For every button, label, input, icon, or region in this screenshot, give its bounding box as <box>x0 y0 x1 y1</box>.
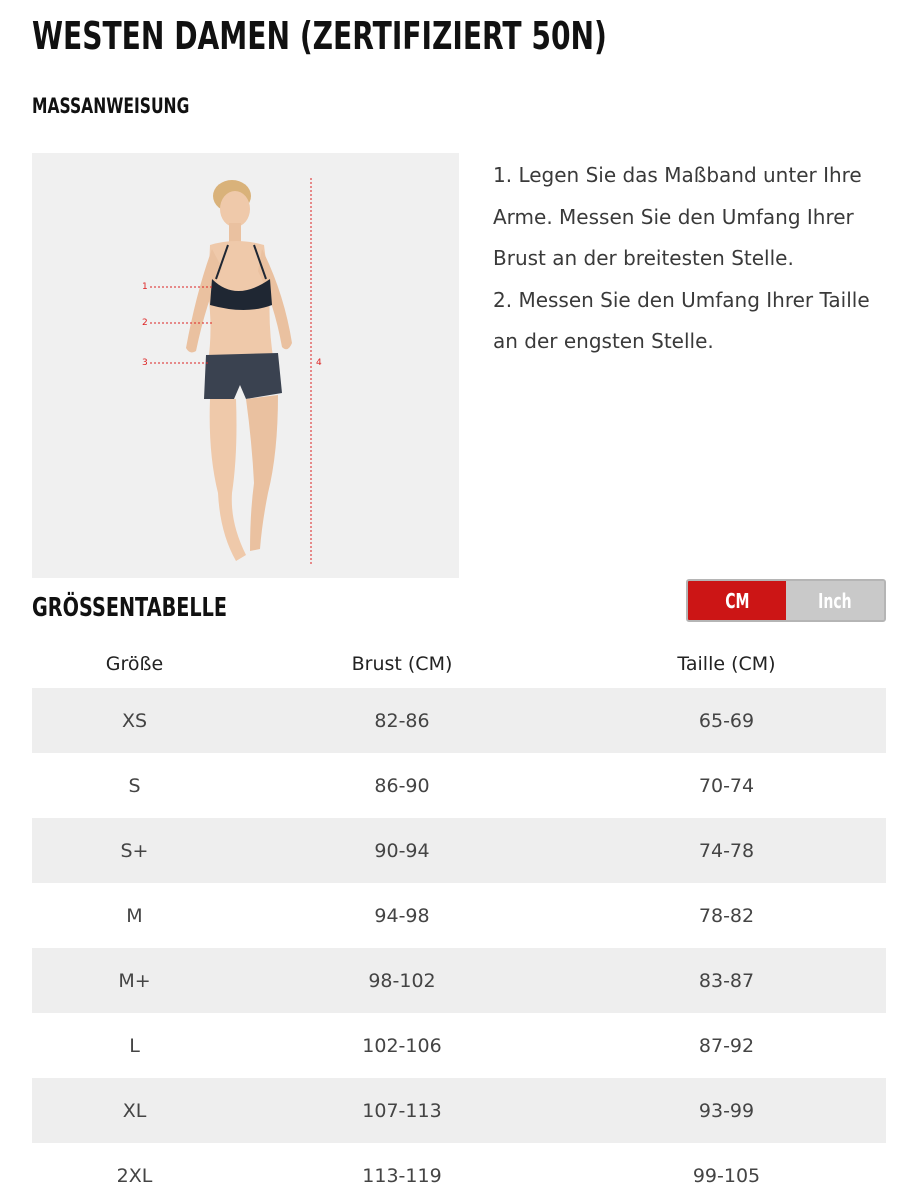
cell-waist: 83-87 <box>567 948 886 1013</box>
cell-waist: 99-105 <box>567 1143 886 1200</box>
unit-option-cm-label: CM <box>724 588 750 613</box>
cell-size: M <box>32 883 237 948</box>
table-row <box>32 1013 886 1078</box>
cell-chest: 98-102 <box>237 948 567 1013</box>
model-neck <box>229 223 241 243</box>
table-row <box>32 1143 886 1200</box>
table-row <box>32 818 886 883</box>
table-header-row <box>32 640 886 688</box>
cell-waist: 78-82 <box>567 883 886 948</box>
cell-chest: 90-94 <box>237 818 567 883</box>
cell-size: XL <box>32 1078 237 1143</box>
measurement-figure <box>32 153 459 578</box>
hip-marker: 3 <box>142 358 148 368</box>
model-head <box>220 191 250 227</box>
cell-waist: 70-74 <box>567 753 886 818</box>
cell-size: 2XL <box>32 1143 237 1200</box>
column-header-waist: Taille (CM) <box>677 653 776 675</box>
cell-chest: 102-106 <box>237 1013 567 1078</box>
unit-option-inch-label: Inch <box>818 588 852 613</box>
waist-marker: 2 <box>142 318 148 328</box>
cell-waist: 93-99 <box>567 1078 886 1143</box>
model-shorts <box>204 353 282 399</box>
cell-chest: 113-119 <box>237 1143 567 1200</box>
cell-waist: 65-69 <box>567 688 886 753</box>
cell-waist: 74-78 <box>567 818 886 883</box>
unit-toggle[interactable] <box>686 579 886 622</box>
size-table <box>32 640 886 1200</box>
cell-chest: 94-98 <box>237 883 567 948</box>
cell-size: L <box>32 1013 237 1078</box>
column-header-chest: Brust (CM) <box>351 653 453 675</box>
model-illustration <box>32 153 459 578</box>
cell-chest: 86-90 <box>237 753 567 818</box>
column-header-size: Größe <box>105 653 164 675</box>
table-row <box>32 1078 886 1143</box>
cell-size: S <box>32 753 237 818</box>
unit-option-inch[interactable] <box>786 581 884 620</box>
cell-size: S+ <box>32 818 237 883</box>
unit-option-cm[interactable] <box>688 581 786 620</box>
table-row <box>32 948 886 1013</box>
measurement-heading: MASSANWEISUNG <box>32 94 190 118</box>
instruction-waist: 2. Messen Sie den Umfang Ihrer Taille an der engsten Stelle. <box>493 287 870 353</box>
cell-chest: 107-113 <box>237 1078 567 1143</box>
table-row <box>32 688 886 753</box>
cell-waist: 87-92 <box>567 1013 886 1078</box>
cell-chest: 82-86 <box>237 688 567 753</box>
page-title: WESTEN DAMEN (ZERTIFIZIERT 50N) <box>32 14 607 58</box>
instruction-chest: 1. Legen Sie das Maßband unter Ihre Arme. Messen Sie den Umfang Ihrer Brust an der breitesten Stelle. <box>493 163 862 270</box>
table-row <box>32 753 886 818</box>
measurement-instructions <box>493 155 883 363</box>
model-right-leg <box>246 395 278 551</box>
model-left-leg <box>210 399 246 561</box>
chest-marker: 1 <box>142 282 148 292</box>
cell-size: XS <box>32 688 237 753</box>
table-row <box>32 883 886 948</box>
height-marker: 4 <box>316 358 322 368</box>
size-chart-heading: GRÖSSENTABELLE <box>32 593 228 623</box>
cell-size: M+ <box>32 948 237 1013</box>
